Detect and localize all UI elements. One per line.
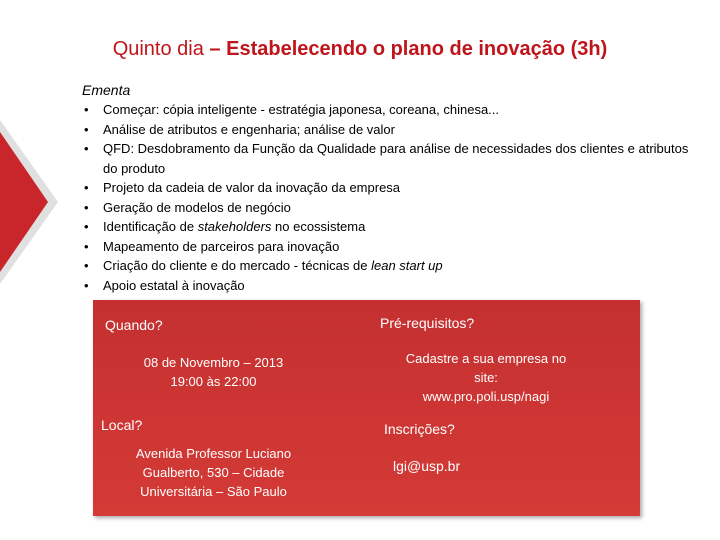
ementa-label: Ementa — [82, 82, 131, 98]
quando-value: 08 de Novembro – 2013 19:00 às 22:00 — [143, 355, 284, 389]
list-item: • QFD: Desdobramento da Função da Qualidade para análise de necessidades dos clientes e atributos do produto — [82, 139, 702, 178]
prereq-value: Cadastre a sua empresa no site: www.pro.poli.usp/nagi — [405, 351, 567, 404]
local-value: Avenida Professor Luciano Gualberto, 530 – Cidade Universitária – São Paulo — [135, 446, 292, 499]
list-item: • Mapeamento de parceiros para inovação — [82, 237, 702, 257]
list-item: • Começar: cópia inteligente - estratégia japonesa, coreana, chinesa... — [82, 100, 702, 120]
ementa-list — [82, 100, 702, 295]
list-item: • Apoio estatal à inovação — [82, 276, 702, 296]
inscricoes-value[interactable]: lgi@usp.br — [393, 458, 461, 474]
list-item: • Identificação de stakeholders no ecossistema — [82, 217, 702, 237]
quando-label: Quando? — [105, 317, 163, 333]
stakeholders-emphasis: stakeholders — [197, 219, 272, 234]
title-bold: – Estabelecendo o plano de inovação (3h) — [209, 38, 608, 60]
prereq-label: Pré-requisitos? — [380, 315, 475, 331]
list-item: • Criação do cliente e do mercado - técnicas de lean start up — [82, 256, 702, 276]
list-item: • Geração de modelos de negócio — [82, 198, 702, 218]
inscricoes-label: Inscrições? — [384, 421, 455, 437]
title-prefix: Quinto dia — [112, 38, 210, 60]
arrow-decoration — [0, 132, 48, 272]
list-item: • Análise de atributos e engenharia; análise de valor — [82, 120, 702, 140]
lean-startup-emphasis: lean start up — [371, 258, 443, 273]
info-box — [93, 300, 640, 516]
local-label: Local? — [101, 417, 143, 433]
slide-title — [0, 38, 720, 61]
list-item: • Projeto da cadeia de valor da inovação da empresa — [82, 178, 702, 198]
